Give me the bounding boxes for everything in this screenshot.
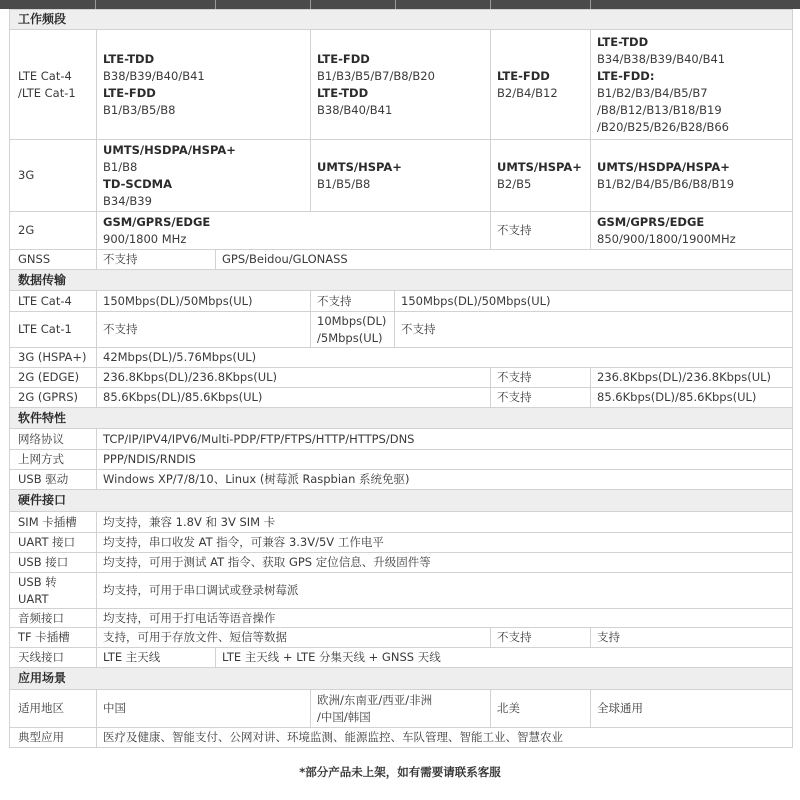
row-label: 2G (EDGE) [10, 368, 97, 388]
cell: 不支持 [97, 250, 216, 270]
row-label: 适用地区 [10, 690, 97, 728]
cell: 236.8Kbps(DL)/236.8Kbps(UL) [591, 368, 793, 388]
header-strip [0, 0, 800, 9]
section-application [10, 668, 793, 690]
cell: 均支持，兼容 1.8V 和 3V SIM 卡 [97, 512, 793, 533]
cell: TCP/IP/IPV4/IPV6/Multi-PDP/FTP/FTPS/HTTP/HTTPS/DNS [97, 429, 793, 450]
cell: 不支持 [491, 628, 591, 648]
cell: GPS/Beidou/GLONASS [216, 250, 793, 270]
table-row [10, 573, 793, 609]
cell: UMTS/HSPA+ B2/B5 [491, 140, 591, 212]
table-row [10, 628, 793, 648]
row-label: LTE Cat-1 [10, 312, 97, 348]
cell: 150Mbps(DL)/50Mbps(UL) [97, 291, 311, 312]
row-label: SIM 卡插槽 [10, 512, 97, 533]
row-label: 3G (HSPA+) [10, 348, 97, 368]
section-software [10, 408, 793, 429]
cell: 全球通用 [591, 690, 793, 728]
cell: LTE-TDD B38/B39/B40/B41 LTE-FDD B1/B3/B5/B8 [97, 30, 311, 140]
row-label: 典型应用 [10, 728, 97, 748]
cell: 均支持，串口收发 AT 指令，可兼容 3.3V/5V 工作电平 [97, 533, 793, 553]
table-row [10, 533, 793, 553]
cell: LTE-FDD B1/B3/B5/B7/B8/B20 LTE-TDD B38/B40/B41 [311, 30, 491, 140]
row-label: LTE Cat-4 /LTE Cat-1 [10, 30, 97, 140]
cell: 10Mbps(DL) /5Mbps(UL) [311, 312, 395, 348]
row-label: USB 转 UART [10, 573, 97, 609]
cell: 不支持 [311, 291, 395, 312]
section-data [10, 270, 793, 291]
cell: 支持，可用于存放文件、短信等数据 [97, 628, 491, 648]
cell: 北美 [491, 690, 591, 728]
cell: LTE 主天线 + LTE 分集天线 + GNSS 天线 [216, 648, 793, 668]
cell: 不支持 [491, 368, 591, 388]
table-row [10, 291, 793, 312]
cell: UMTS/HSDPA/HSPA+ B1/B2/B4/B5/B6/B8/B19 [591, 140, 793, 212]
table-row [10, 429, 793, 450]
table-row [10, 690, 793, 728]
table-row [10, 728, 793, 748]
row-label: 3G [10, 140, 97, 212]
table-row [10, 512, 793, 533]
cell: 不支持 [491, 388, 591, 408]
row-label: 2G (GPRS) [10, 388, 97, 408]
section-hardware [10, 490, 793, 512]
table-row [10, 312, 793, 348]
table-row [10, 470, 793, 490]
section-title: 工作频段 [10, 10, 793, 30]
row-label: UART 接口 [10, 533, 97, 553]
row-label: USB 接口 [10, 553, 97, 573]
cell: 均支持，可用于打电话等语音操作 [97, 609, 793, 628]
cell: LTE-FDD B2/B4/B12 [491, 30, 591, 140]
cell: LTE-TDD B34/B38/B39/B40/B41 LTE-FDD: B1/B2/B3/B4/B5/B7 /B8/B12/B13/B18/B19 /B20/B25/B26/B28/B66 [591, 30, 793, 140]
cell: 均支持，可用于测试 AT 指令、获取 GPS 定位信息、升级固件等 [97, 553, 793, 573]
cell: 不支持 [491, 212, 591, 250]
table-row [10, 250, 793, 270]
cell: 支持 [591, 628, 793, 648]
cell: 85.6Kbps(DL)/85.6Kbps(UL) [591, 388, 793, 408]
cell: 不支持 [97, 312, 311, 348]
cell: 42Mbps(DL)/5.76Mbps(UL) [97, 348, 793, 368]
table-row [10, 609, 793, 628]
table-row [10, 368, 793, 388]
cell: GSM/GPRS/EDGE 850/900/1800/1900MHz [591, 212, 793, 250]
row-label: 2G [10, 212, 97, 250]
cell: Windows XP/7/8/10、Linux (树莓派 Raspbian 系统免驱) [97, 470, 793, 490]
cell: UMTS/HSPA+ B1/B5/B8 [311, 140, 491, 212]
row-label: GNSS [10, 250, 97, 270]
row-label: LTE Cat-4 [10, 291, 97, 312]
row-label: 上网方式 [10, 450, 97, 470]
table-row [10, 140, 793, 212]
table-row [10, 648, 793, 668]
table-row [10, 553, 793, 573]
row-label: TF 卡插槽 [10, 628, 97, 648]
cell: LTE 主天线 [97, 648, 216, 668]
table-row [10, 450, 793, 470]
row-label: 网络协议 [10, 429, 97, 450]
cell: 中国 [97, 690, 311, 728]
section-title: 软件特性 [10, 408, 793, 429]
section-title: 硬件接口 [10, 490, 793, 512]
cell: 不支持 [395, 312, 793, 348]
section-band [10, 10, 793, 30]
table-row [10, 30, 793, 140]
cell: 医疗及健康、智能支付、公网对讲、环境监测、能源监控、车队管理、智能工业、智慧农业 [97, 728, 793, 748]
section-title: 数据传输 [10, 270, 793, 291]
cell: 85.6Kbps(DL)/85.6Kbps(UL) [97, 388, 491, 408]
cell: PPP/NDIS/RNDIS [97, 450, 793, 470]
table-row [10, 212, 793, 250]
section-title: 应用场景 [10, 668, 793, 690]
row-label: 天线接口 [10, 648, 97, 668]
cell: 236.8Kbps(DL)/236.8Kbps(UL) [97, 368, 491, 388]
footnote: *部分产品未上架，如有需要请联系客服 [299, 765, 501, 779]
row-label: USB 驱动 [10, 470, 97, 490]
table-row [10, 388, 793, 408]
cell: 150Mbps(DL)/50Mbps(UL) [395, 291, 793, 312]
cell: 欧洲/东南亚/西亚/非洲 /中国/韩国 [311, 690, 491, 728]
cell: 均支持，可用于串口调试或登录树莓派 [97, 573, 793, 609]
spec-table [9, 9, 793, 748]
cell: UMTS/HSDPA/HSPA+ B1/B8 TD-SCDMA B34/B39 [97, 140, 311, 212]
table-row [10, 348, 793, 368]
row-label: 音频接口 [10, 609, 97, 628]
cell: GSM/GPRS/EDGE 900/1800 MHz [97, 212, 491, 250]
